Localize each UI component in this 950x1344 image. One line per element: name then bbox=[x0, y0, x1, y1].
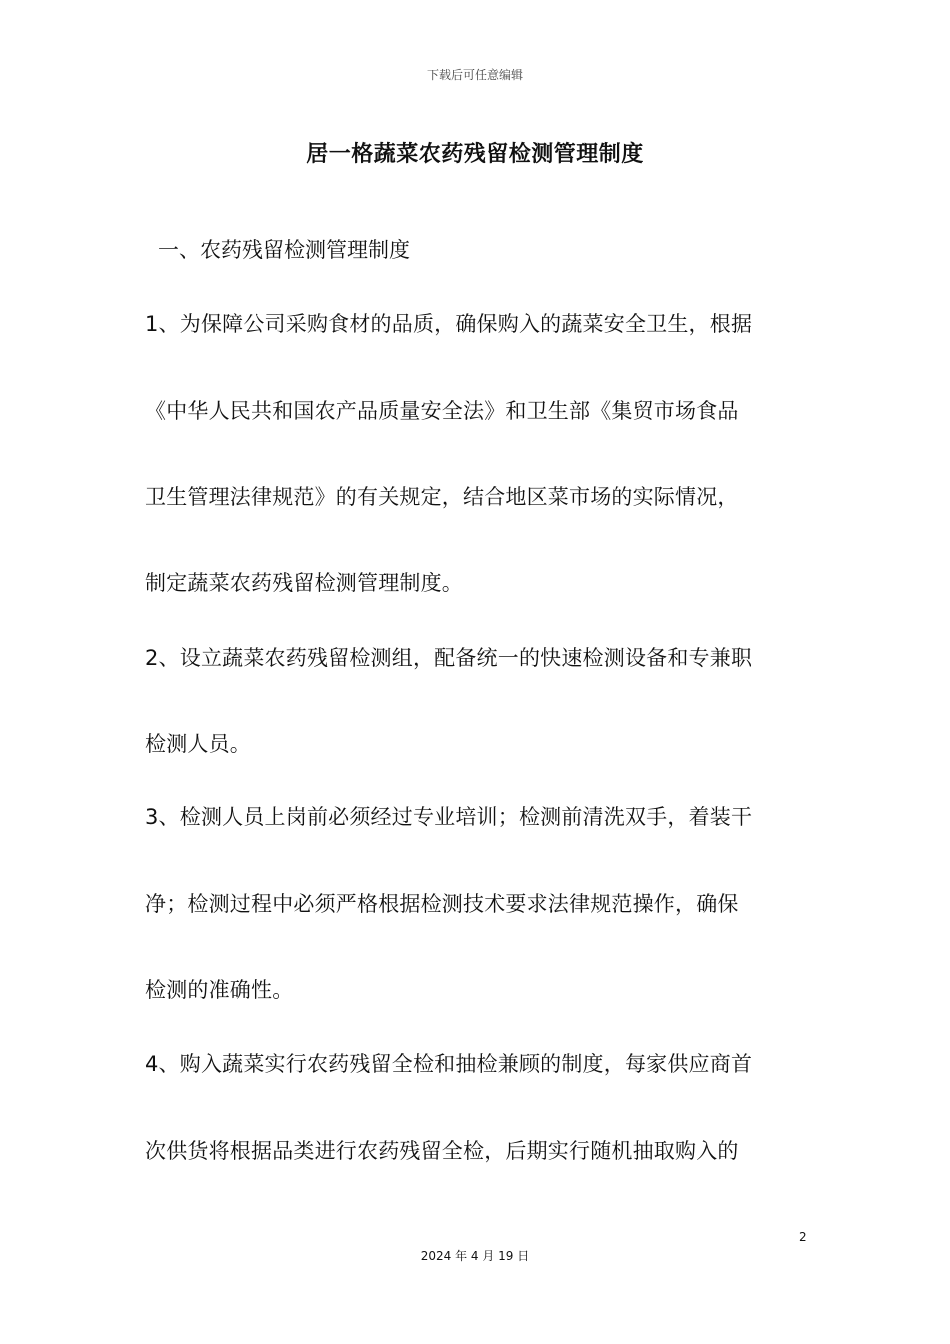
footer-date: 2024 年 4 月 19 日 bbox=[420, 1249, 530, 1263]
paragraph-line: 净；检测过程中必须严格根据检测技术要求法律规范操作，确保 bbox=[145, 892, 739, 916]
header-note: 下载后可任意编辑 bbox=[426, 68, 523, 82]
paragraph-line: 《中华人民共和国农产品质量安全法》和卫生部《集贸市场食品 bbox=[145, 399, 739, 423]
page-number: 2 bbox=[799, 1230, 807, 1244]
paragraph-line: 制定蔬菜农药残留检测管理制度。 bbox=[145, 571, 463, 595]
paragraph-line: 次供货将根据品类进行农药残留全检，后期实行随机抽取购入的 bbox=[145, 1139, 739, 1163]
paragraph-line: 检测的准确性。 bbox=[145, 978, 294, 1002]
paragraph-line: 2、设立蔬菜农药残留检测组，配备统一的快速检测设备和专兼职 bbox=[145, 646, 753, 670]
section-heading: 一、农药残留检测管理制度 bbox=[158, 238, 410, 262]
paragraph-line: 4、购入蔬菜实行农药残留全检和抽检兼顾的制度，每家供应商首 bbox=[145, 1052, 753, 1076]
paragraph-line: 3、检测人员上岗前必须经过专业培训；检测前清洗双手，着装干 bbox=[145, 805, 753, 829]
paragraph-line: 检测人员。 bbox=[145, 732, 251, 756]
paragraph-line: 1、为保障公司采购食材的品质，确保购入的蔬菜安全卫生，根据 bbox=[145, 312, 753, 336]
paragraph-line: 卫生管理法律规范》的有关规定，结合地区菜市场的实际情况， bbox=[145, 485, 739, 509]
document-title: 居一格蔬菜农药残留检测管理制度 bbox=[306, 142, 644, 167]
